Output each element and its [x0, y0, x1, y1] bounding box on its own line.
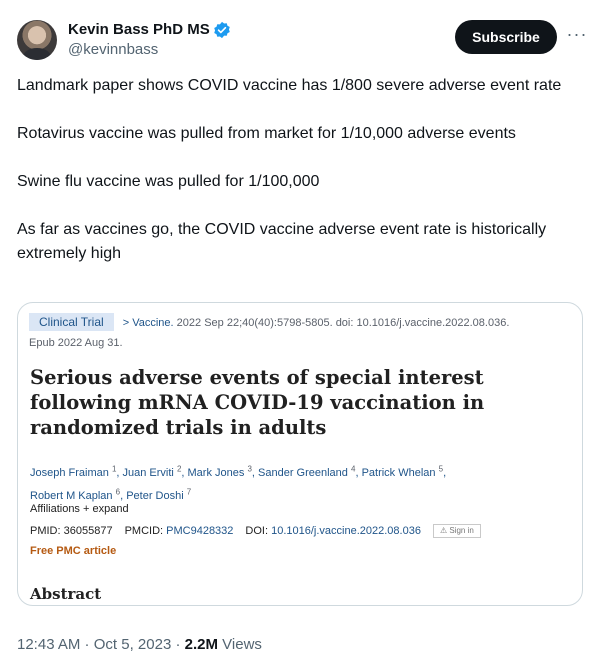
author-name[interactable]: Kevin Bass PhD MS [68, 21, 210, 38]
author-entry: Sander Greenland $^4$, [258, 464, 362, 479]
free-article-label: Free PMC article [30, 545, 117, 557]
views-label: Views [222, 636, 262, 653]
affiliations-row [30, 503, 129, 515]
author-block [68, 20, 231, 60]
pmid: PMID: 36055877 [30, 525, 113, 537]
subscribe-button[interactable]: Subscribe [455, 20, 557, 54]
paper-title: Serious adverse events of special interest following mRNA COVID-19 vaccination in randomized trials in adults [30, 366, 485, 439]
identifiers-row [30, 524, 481, 538]
abstract-heading: Abstract [30, 585, 102, 603]
attached-image-card[interactable] [17, 302, 583, 606]
tweet-text [17, 74, 577, 290]
tweet-meta: 12:43 AM · Oct 5, 2023 · 2.2M Views [17, 636, 262, 653]
author-entry: Juan Erviti $^2$, [122, 464, 188, 479]
tweet-date[interactable]: Oct 5, 2023 [93, 636, 172, 653]
signin-badge: ⚠ Sign in [433, 524, 481, 538]
more-options-icon[interactable]: ··· [566, 24, 588, 44]
avatar[interactable] [17, 20, 57, 60]
tweet-paragraph: Rotavirus vaccine was pulled from market for 1/10,000 adverse events [17, 125, 516, 142]
verified-badge-icon[interactable] [213, 21, 231, 39]
article-type-tag: Clinical Trial [29, 313, 114, 331]
author-list [30, 459, 570, 506]
views-count[interactable]: 2.2M [184, 636, 218, 653]
author-name-row[interactable] [68, 20, 231, 40]
author-entry: Joseph Fraiman $^1$, [30, 464, 123, 479]
pmcid: PMCID: PMC9428332 [124, 525, 234, 537]
citation-text: 2022 Sep 22;40(40):5798-5805. doi: 10.1016/j.vaccine.2022.08.036. [176, 317, 510, 329]
epub-date: Epub 2022 Aug 31. [29, 337, 123, 349]
doi: DOI: 10.1016/j.vaccine.2022.08.036 [245, 525, 421, 537]
publication-meta [29, 313, 574, 353]
author-entry: Peter Doshi $^7$ [126, 487, 192, 503]
tweet-paragraph: Swine flu vaccine was pulled for 1/100,000 [17, 173, 320, 190]
tweet-paragraph: As far as vaccines go, the COVID vaccine adverse event rate is historically extremely high [17, 221, 547, 262]
author-entry: Robert M Kaplan $^6$, [30, 487, 127, 503]
affiliations-label: Affiliations [30, 503, 80, 515]
tweet-time[interactable]: 12:43 AM [17, 636, 81, 653]
author-entry: Patrick Whelan $^5$, [361, 464, 447, 479]
tweet-paragraph: Landmark paper shows COVID vaccine has 1/800 severe adverse event rate [17, 77, 562, 94]
expand-label: + expand [83, 503, 129, 515]
author-handle[interactable]: @kevinnbass [68, 41, 159, 58]
journal-link: > Vaccine. [122, 317, 174, 329]
author-entry: Mark Jones $^3$, [187, 464, 259, 479]
tweet-header [17, 18, 587, 62]
